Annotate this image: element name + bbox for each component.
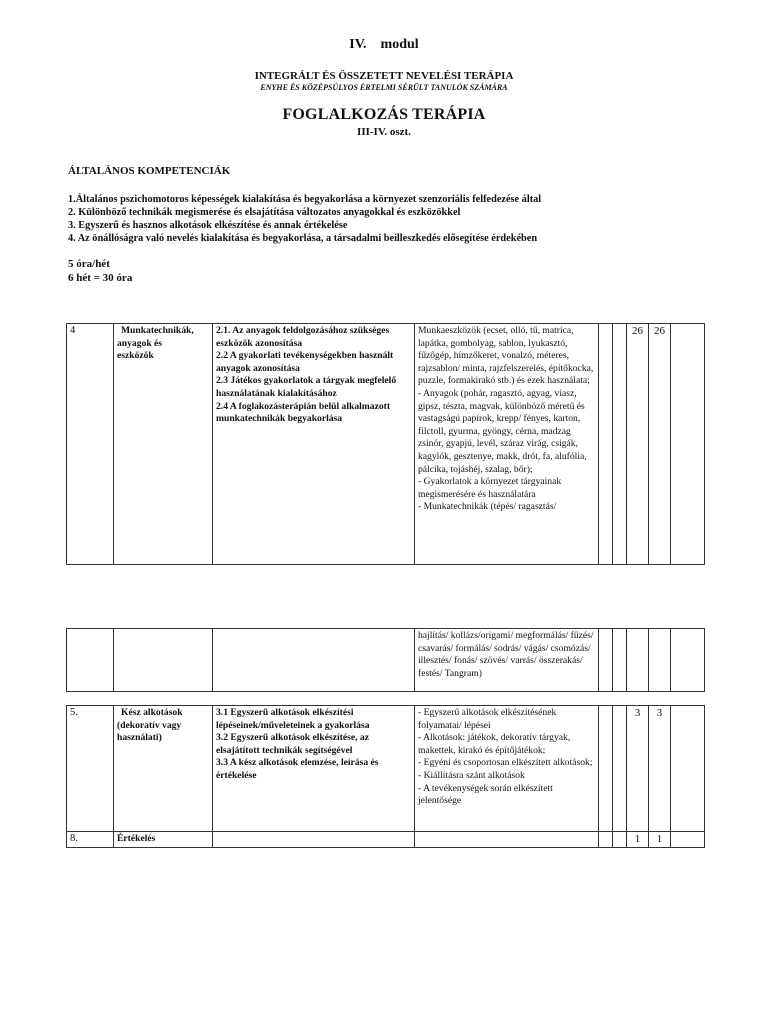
weekly-hours: 5 óra/hét (68, 258, 110, 270)
empty-cell (213, 832, 415, 848)
content-item: - Anyagok (pohár, ragasztó, agyag, viasz, gipsz, tészta, magvak, különböző méretű és vastagságú papírok, krepp/ fényes, karton, filctoll, gyurma, gyöngy, cérna, madzag zsinór, gyapjú, levél, száraz virág, csigák, kagylók, gesztenye, makk, drót, fa, alufólia, pálcika, tojáshéj, szalag, bőr); (418, 387, 587, 475)
empty-cell (613, 832, 627, 848)
program-title: INTEGRÁLT ÉS ÖSSZETETT NEVELÉSI TERÁPIA (254, 70, 514, 82)
unit-content-continued: hajlítás/ kollázs/origami/ megformálás/ fűzés/ csavarás/ formálás/ sodrás/ vágás/ csomózás/ illesztés/ fonás/ szövés/ varrás/ összerakás/ festés/ Tangram) (415, 629, 599, 692)
unit-objectives (213, 706, 415, 832)
unit-number: 5. (67, 706, 114, 832)
empty-cell (671, 324, 705, 565)
empty-cell (627, 629, 649, 692)
unit-name-line: Munkatechnikák, (121, 325, 194, 336)
unit-name (114, 706, 213, 832)
empty-cell (599, 832, 613, 848)
objective-item: 2.3 Játékos gyakorlatok a tárgyak megfelelő használatának kialakításához (216, 375, 397, 399)
unit-content (415, 324, 599, 565)
content-item: - A tevékenységek során elkészített jelentősége (418, 782, 553, 807)
competency-item: 4. Az önállóságra való nevelés kialakítása és begyakorlása, a társadalmi beilleszkedés elősegítése érdekében (68, 233, 538, 244)
curriculum-table-2 (66, 628, 705, 692)
competencies-heading: ÁLTALÁNOS KOMPETENCIÁK (68, 165, 231, 177)
objective-item: 3.3 A kész alkotások elemzése, leírása és értékelése (216, 757, 379, 781)
hours-cell: 26 (649, 324, 671, 565)
objective-item: 2.1. Az anyagok feldolgozásához szükséges eszközök azonosítása (216, 325, 390, 349)
empty-cell (599, 324, 613, 565)
content-item: - Kiállításra szánt alkotások (418, 769, 525, 781)
content-item: - Munkatechnikák (tépés/ ragasztás/ (418, 501, 557, 513)
unit-number: 4 (67, 324, 114, 565)
hours-cell: 3 (627, 706, 649, 832)
module-heading: IV. modul (349, 37, 419, 52)
competency-item: 3. Egyszerű és hasznos alkotások elkészítése és annak értékelése (68, 220, 348, 231)
unit-name-line: anyagok és (117, 337, 163, 349)
hours-cell: 3 (649, 706, 671, 832)
table-row (67, 324, 705, 565)
empty-cell (613, 706, 627, 832)
empty-cell (114, 629, 213, 692)
competency-item: 2. Különböző technikák megismerése és elsajátítása változatos anyagokkal és eszközökkel (68, 207, 461, 218)
empty-cell (671, 629, 705, 692)
competencies-list (68, 193, 748, 245)
unit-name: Értékelés (114, 832, 213, 848)
empty-cell (613, 629, 627, 692)
empty-cell (599, 629, 613, 692)
page-title: FOGLALKOZÁS TERÁPIA (282, 106, 486, 123)
hours-cell: 26 (627, 324, 649, 565)
unit-name-line: eszközök (117, 350, 154, 362)
unit-number: 8. (67, 832, 114, 848)
content-item: - Alkotások: játékok, dekoratív tárgyak, makettek, kirakó és építőjátékok; (418, 732, 571, 756)
target-group-subtitle: ENYHE ÉS KÖZÉPSÚLYOS ÉRTELMI SÉRÜLT TANULÓK SZÁMÁRA (260, 83, 508, 92)
content-item: - Egyéni és csoportosan elkészített alkotások; (418, 757, 593, 769)
objective-item: 3.1 Egyszerű alkotások elkészítési lépéseinek/műveleteinek a gyakorlása (216, 707, 370, 731)
objective-item: 2.2 A gyakorlati tevékenységekben használt anyagok azonosítása (216, 350, 394, 374)
objective-item: 3.2 Egyszerű alkotások elkészítése, az elsajátított technikák segítségével (216, 732, 369, 756)
table-row (67, 832, 705, 848)
unit-name-line: használati) (117, 732, 162, 744)
content-item: Munkaeszközök (ecset, olló, tű, matrica, lapátka, gombolyag, sablon, lyukasztó, fűzőgép, hímzőkeret, vonalzó, méteres, rajzsablon/ minta, rajzfelszerelés, építőkocka, puzzle, formakirakó stb.) és ezek használata; (418, 325, 594, 387)
unit-name-line: Kész alkotások (121, 707, 183, 718)
table-row (67, 629, 705, 692)
empty-cell (415, 832, 599, 848)
empty-cell (671, 832, 705, 848)
curriculum-table-1 (66, 323, 705, 565)
curriculum-table-3 (66, 705, 705, 848)
empty-cell (613, 324, 627, 565)
hours-cell: 1 (649, 832, 671, 848)
content-item: - Egyszerű alkotások elkészítésének folyamatai/ lépései (418, 707, 557, 731)
competency-item: 1.Általános pszichomotoros képességek kialakítása és begyakorlása a környezet szenzoriális felfedezése által (68, 194, 542, 205)
objective-item: 2.4 A foglakozásterápián belül alkalmazott munkatechnikák begyakorlása (216, 400, 391, 425)
unit-name (114, 324, 213, 565)
empty-cell (599, 706, 613, 832)
empty-cell (671, 706, 705, 832)
content-item: - Gyakorlatok a környezet tárgyainak megismerésére és használatára (418, 476, 562, 500)
unit-content (415, 706, 599, 832)
empty-cell (649, 629, 671, 692)
grade-label: III-IV. oszt. (357, 126, 411, 138)
unit-name-line: (dekoratív vagy (117, 719, 182, 731)
unit-objectives (213, 324, 415, 565)
hours-cell: 1 (627, 832, 649, 848)
empty-cell (67, 629, 114, 692)
total-hours: 6 hét = 30 óra (68, 272, 133, 284)
hours-summary (68, 257, 132, 285)
table-row (67, 706, 705, 832)
empty-cell (213, 629, 415, 692)
